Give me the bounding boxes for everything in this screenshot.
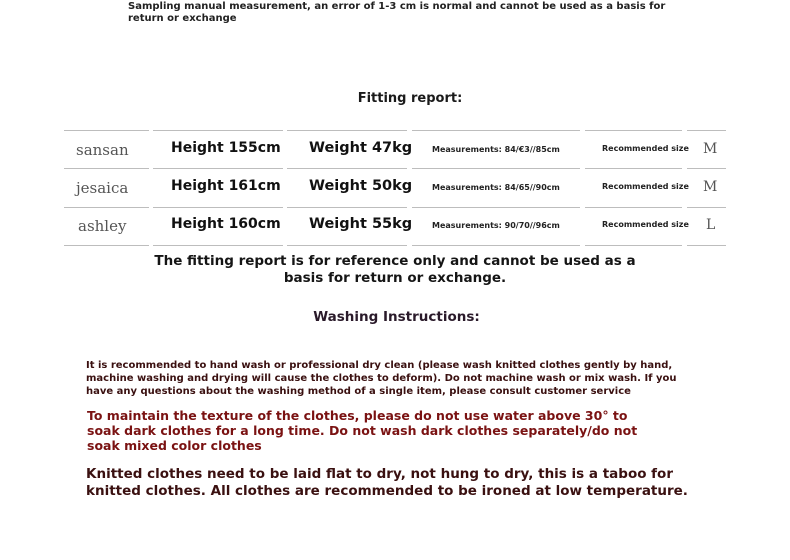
washing-title: Washing Instructions: (313, 309, 480, 325)
recommended-size-label: Recommended size (602, 220, 689, 229)
table-rule (412, 207, 580, 208)
table-rule (64, 207, 149, 208)
model-weight: Weight 55kg (309, 216, 413, 232)
table-rule (687, 207, 726, 208)
table-rule (687, 168, 726, 169)
fitting-report-title: Fitting report: (357, 91, 463, 106)
washing-paragraph-hand-wash: It is recommended to hand wash or professional dry clean (please wash knitted clothes gently by hand, machine washing and drying will cause the clothes to deform). Do not machine wash or mix wash. If you have any questions about the washing method of a single item, please consult customer service (86, 360, 677, 397)
table-rule (153, 207, 283, 208)
model-name: sansan (76, 141, 129, 159)
table-rule (585, 168, 682, 169)
table-rule (64, 245, 149, 246)
table-rule (287, 130, 407, 131)
table-rule (153, 168, 283, 169)
fitting-disclaimer: The fitting report is for reference only and cannot be used as a basis for return or exchange. (154, 253, 636, 286)
table-rule (585, 207, 682, 208)
recommended-size-label: Recommended size (602, 144, 689, 153)
washing-paragraph-drying-ironing: Knitted clothes need to be laid flat to dry, not hung to dry, this is a taboo for knitted clothes. All clothes are recommended to be ironed at low temperature. (86, 466, 688, 499)
table-rule (64, 168, 149, 169)
table-rule (412, 130, 580, 131)
table-rule (412, 245, 580, 246)
model-name: ashley (78, 217, 127, 235)
model-measurements: Measurements: 84/65//90cm (432, 183, 560, 192)
table-rule (687, 130, 726, 131)
recommended-size-label: Recommended size (602, 182, 689, 191)
model-measurements: Measurements: 84/€3//85cm (432, 145, 560, 154)
table-rule (687, 245, 726, 246)
table-rule (287, 168, 407, 169)
model-measurements: Measurements: 90/70//96cm (432, 221, 560, 230)
table-rule (64, 130, 149, 131)
model-weight: Weight 50kg (309, 178, 413, 194)
model-height: Height 155cm (171, 140, 281, 156)
table-rule (287, 207, 407, 208)
washing-paragraph-water-temperature: To maintain the texture of the clothes, please do not use water above 30° to soak dark clothes for a long time. Do not wash dark clothes separately/do not soak mixed color clothes (87, 408, 638, 453)
table-rule (585, 130, 682, 131)
recommended-size-value: L (706, 217, 716, 233)
measurement-note: Sampling manual measurement, an error of 1-3 cm is normal and cannot be used as a basis for return or exchange (128, 1, 666, 24)
table-rule (585, 245, 682, 246)
model-height: Height 161cm (171, 178, 281, 194)
table-rule (153, 130, 283, 131)
table-rule (153, 245, 283, 246)
model-name: jesaica (76, 179, 129, 197)
table-rule (287, 245, 407, 246)
model-weight: Weight 47kg (309, 140, 413, 156)
recommended-size-value: M (703, 141, 718, 157)
table-rule (412, 168, 580, 169)
recommended-size-value: M (703, 179, 718, 195)
model-height: Height 160cm (171, 216, 281, 232)
